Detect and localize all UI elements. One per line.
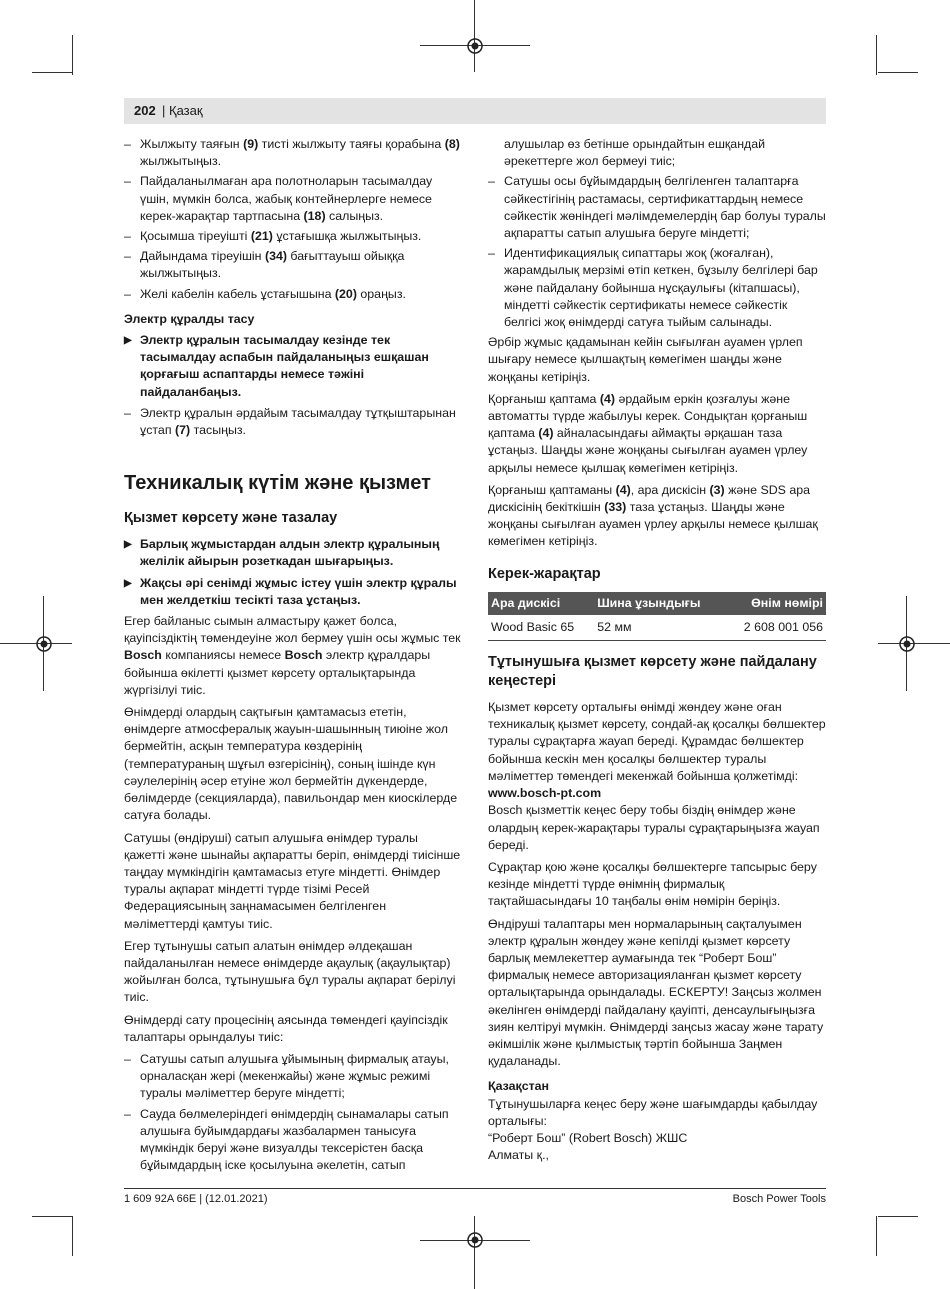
list-item: – Сатушы сатып алушыға ұйымының фирмалық атауы, орналасқан жері (мекенжайы) және жұмыс режимі туралы мәліметтер беруге міндетті; [124,1051,461,1103]
paragraph: Сұрақтар қою және қосалқы бөлшектерге тапсырыс беру кезінде міндетті түрде өнімнің фирмалық тақтайшасындағы 10 таңбалы өнім нөмірін беріңіз. [488,859,817,909]
paragraph: Қорғаныш қаптама (4) әрдайым еркін қозғалуы және автоматты түрде жабылуы керек. Сондықтан қорғаныш қаптама (4) айналасындағы аймақты әрқашан таза ұстаңыз. Шаңды және жоңқаны сығылған ауамен үрлеу арқылы немесе қылшақ көмегімен кетіріңіз. [488,391,808,475]
list-item: – Дайындама тіреуішін (34) бағыттауыш ойыққа жылжытыңыз. [124,248,461,282]
address-line: “Роберт Бош” (Robert Bosch) ЖШС [488,1130,688,1145]
address-line: Тұтынушыларға кеңес беру және шағымдарды қабылдау орталығы: [488,1096,818,1128]
paragraph: Bosch қызметтік кеңес беру тобы біздің өнімдер және олардың керек-жарақтары туралы сұрақтарыңызға жауап береді. [488,803,820,852]
crop-mark [878,1216,918,1217]
website-link[interactable]: www.bosch-pt.com [488,786,602,801]
table-row [488,615,826,641]
table-cell: Wood Basic 65 [488,615,594,641]
crop-mark [878,72,918,73]
paragraph: Сатушы (өндіруші) сатып алушыға өнімдер туралы қажетті және шынайы ақпаратты беріп, өнімдерді тиісінше таңдау мүмкіндігін қамтамасыз етуге міндетті. Өнімдер туралы ақпарат міндетті түрде тізімі Ресей Федерациясының заңнамасымен белгіленген мәліметтерді қамтуы тиіс. [124,830,461,931]
left-column [124,136,461,1177]
paragraph: Қызмет көрсету орталығы өнімді жөндеу және оған техникалық қызмет көрсету, сондай-ақ қосалқы бөлшектер туралы сұрақтарға жауап береді. Құрамдас бөлшектер бойынша кескін мен қосалқы бөлшектер туралы мәліметтер төмендегі мекенжай бойынша қолжетімді: www.bosch-pt.com [488,700,826,801]
right-column [488,136,826,1164]
crop-mark [474,1216,475,1289]
continued-text: алушылар өз бетінше орындайтын ешқандай әрекеттерге жол бермеуі тиіс; [504,137,766,169]
paragraph: Әрбір жұмыс қадамынан кейін сығылған ауамен үрлеп шығару немесе қылшақтың көмегімен шаңды және жоңқаны кетіріңіз. [488,335,803,384]
list-item: – Қосымша тіреуішті (21) ұстағышқа жылжытыңыз. [124,228,461,245]
registration-mark-icon [466,1231,484,1249]
list-item: – Электр құралын әрдайым тасымалдау тұтқыштарынан ұстап (7) тасыңыз. [124,405,461,439]
subsection-title: Қызмет көрсету және тазалау [124,510,338,527]
warning-item: ▶ Жақсы әрі сенімді жұмыс істеу үшін электр құралы мен желдеткіш тесікті таза ұстаңыз. [124,575,461,609]
table-cell: 2 608 001 056 [724,615,826,641]
paragraph: Өндіруші талаптары мен нормаларының сақталуымен электр құралын жөндеу және кепілді қызмет көрсету барлық мемлекеттер аумағында тек “Роберт Бош” фирмалық немесе авторизацияланған қызмет көрсету орталықтарында орындалады. ЕСКЕРТУ! Заңсыз жолмен әкелінген өнімдерді пайдалану қауіпті, денсаулығыңызға зиян келтіруі мүмкін. Өнімдерді заңсыз жасау және тарату әкімшілік және қылмыстық тәртіп бойынша Заңмен қудаланады. [488,916,824,1069]
brand-name: Bosch Power Tools [732,1193,826,1205]
crop-mark [32,1216,72,1217]
warning-item: ▶ Барлық жұмыстардан алдын электр құралының желілік айырын розеткадан шығарыңыз. [124,536,461,570]
list-item: – Жылжыту таяғын (9) тисті жылжыту таяғы қорабына (8) жылжытыңыз. [124,136,461,170]
accessories-title: Керек-жарақтар [488,565,601,582]
registration-mark-icon [898,635,916,653]
accessories-table [488,592,826,641]
warning-item: ▶ Электр құралын тасымалдау кезінде тек тасымалдау аспабын пайдаланыңыз ешқашан қорғағыш аспаптарды немесе тәжіні пайдаланбаңыз. [124,332,461,401]
address-line: Алматы қ., [488,1148,549,1163]
crop-mark [32,72,72,73]
paragraph: Егер тұтынушы сатып алатын өнімдер әлдеқашан пайдаланылған немесе өнімдерде ақаулық (ақаулықтар) жойылған болса, тұтынушыға бұл туралы ақпарат берілуі тиіс. [124,938,456,1005]
transport-heading: Электр құралды тасу [124,311,255,326]
page-header [124,98,826,124]
list-item: – Желі кабелін кабель ұстағышына (20) ораңыз. [124,286,461,303]
list-item: – Пайдаланылмаған ара полотноларын тасымалдау үшін, мүмкін болса, жабық контейнерлерге немесе керек-жарақтар тартпасына (18) салыңыз. [124,173,461,225]
list-item: – Сауда бөлмелеріндегі өнімдердің сынамалары сатып алушыға буйымдардағы жазбалармен танысуға мүмкіндік беруі және визуалды тексерістен басқа бұйымдардың іске қосылуына әкелетін, сатып [124,1106,461,1175]
crop-mark [72,1216,73,1256]
table-header-row [488,592,826,615]
crop-mark [876,1216,877,1256]
registration-mark-icon [466,37,484,55]
document-number: 1 609 92A 66E | (12.01.2021) [124,1193,268,1205]
crop-mark [876,35,877,75]
page-footer [124,1188,826,1205]
list-item: – Идентификациялық сипаттары жоқ (жоғалған), жарамдылық мерзімі өтіп кеткен, бұзылу белгілері бар және пайдалану бойынша нұсқаулығы (кітапшасы), міндетті сәйкестік сертификаты немесе сәйкестік белгісі жоқ өнімдерді сатуға тыйым салынады. [488,245,826,331]
page-number: 202 [134,103,156,118]
table-header-cell: Шина ұзындығы [594,592,724,615]
paragraph: Қорғаныш қаптаманы (4), ара дискісін (3) және SDS ара дискісінің бекіткішін (33) таза ұстаңыз. Шаңды және жоңқаны сығылған ауамен үрлеу арқылы немесе қылшақ көмегімен кетіріңіз. [488,482,818,549]
crop-mark [72,35,73,75]
table-header-cell: Өнім нөмірі [724,592,826,615]
table-cell: 52 мм [594,615,724,641]
registration-mark-icon [35,635,53,653]
section-title: Техникалық күтім және қызмет [124,472,431,495]
table-header-cell: Ара дискісі [488,592,594,615]
paragraph: Өнімдерді сату процесінің аясында төмендегі қауіпсіздік талаптары орындалуы тиіс: [124,1012,448,1044]
country-heading: Қазақстан [488,1079,550,1094]
page-language: | Қазақ [162,103,203,118]
list-item: – Сатушы осы бұйымдардың белгіленген талаптарға сәйкестігінің растамасы, сертификаттардың немесе сәйкестік жөніндегі мәлімдемелердің бар болуы туралы ақпаратты сатып алушыға беруге міндетті; [488,173,826,242]
paragraph: Егер байланыс сымын алмастыру қажет болса, қауіпсіздіктің төмендеуіне жол бермеу үшін осы жұмыс тек Bosch компаниясы немесе Bosch электр құралдары бойынша өкілетті қызмет көрсету орталықтарында жүргізілуі тиіс. [124,614,461,697]
crop-mark [474,0,475,72]
paragraph: Өнімдерді олардың сақтығын қамтамасыз ететін, өнімдерге атмосфералық жауын-шашынның тиюіне жол бермейтін, асқын температура көздерінің (температураның шұғыл өзгерісінің), соның ішінде күн сәулелерінің әсер етуіне жол бермейтін дүкендерде, бөлімдерде (секцияларда), павильондар мен киоскілерде сатуға болады. [124,705,458,823]
customer-service-title: Тұтынушыға қызмет көрсету және пайдалану кеңестері [488,654,817,690]
